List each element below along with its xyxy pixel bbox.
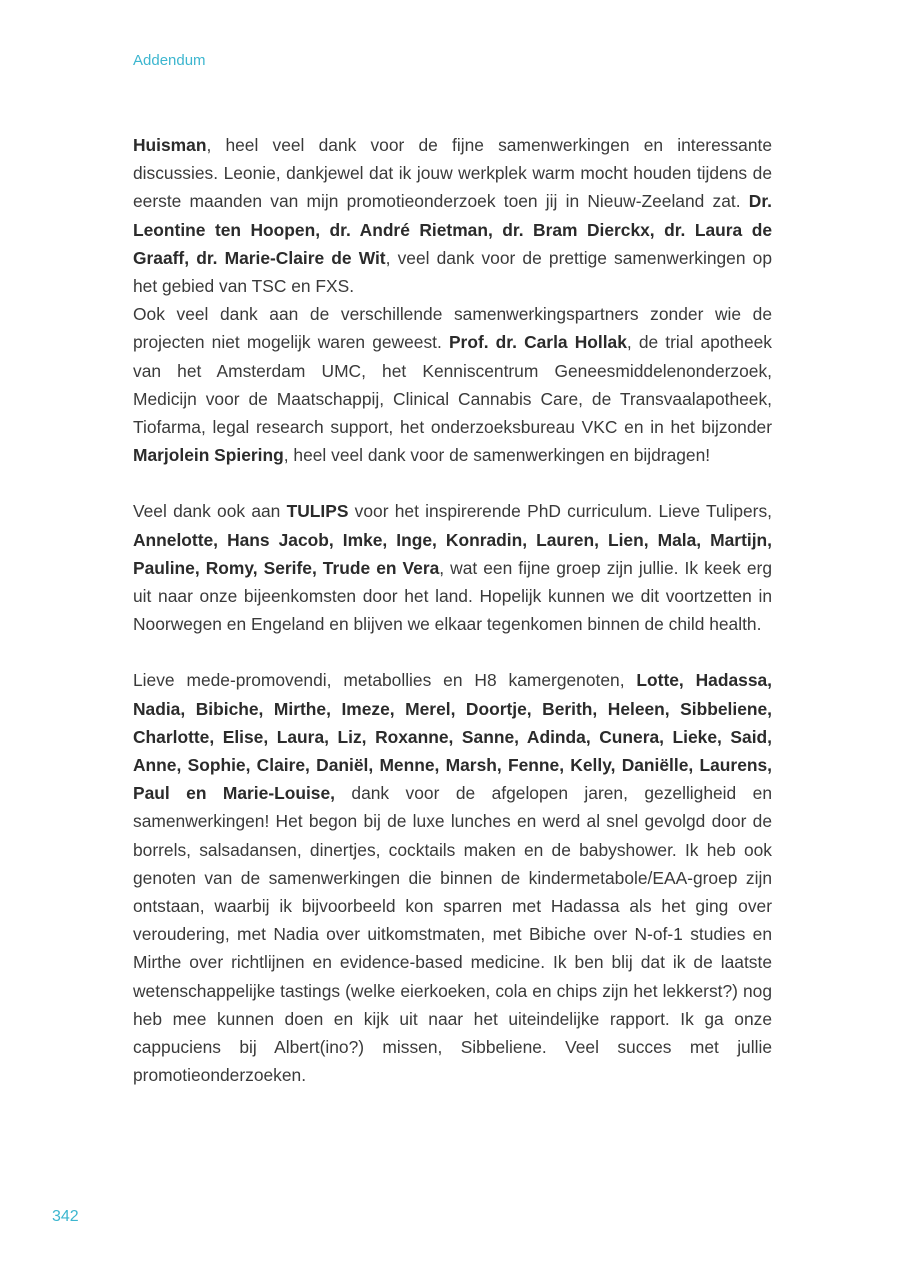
page-number: 342 (52, 1208, 79, 1225)
section-header: Addendum (133, 52, 206, 69)
paragraph (133, 300, 772, 469)
text-run: Ook veel dank aan de verschillende samenwerkingspartners zonder wie de projecten niet mogelijk waren geweest. (133, 304, 772, 353)
text-run: voor het inspirerende PhD curriculum. Lieve Tulipers, (348, 501, 772, 522)
bold-run: Prof. dr. Carla Hollak (448, 332, 627, 353)
paragraph (133, 666, 772, 1089)
text-run: Veel dank ook aan (133, 501, 287, 522)
bold-run: TULIPS (286, 501, 349, 522)
text-run: , wat een fijne groep zijn jullie. Ik keek erg uit naar onze bijeenkomsten door het land. Hopelijk kunnen we dit voortzetten in Noorwegen en Engeland en blijven we elkaar tegenkomen binnen de child health. (133, 557, 772, 635)
paragraph (133, 131, 772, 300)
bold-run: Lotte, Hadassa, Nadia, Bibiche, Mirthe, Imeze, Merel, Doortje, Berith, Heleen, Sibbeliene, Charlotte, Elise, Laura, Liz, Roxanne, Sanne, Adinda, Cunera, Lieke, Said, Anne, Sophie, Claire, Daniël, Menne, Marsh, Fenne, Kelly, Daniëlle, Laurens, Paul en Marie-Louise, (133, 670, 772, 804)
paragraph (133, 497, 772, 638)
body-text (133, 131, 772, 1090)
bold-run: Marjolein Spiering (133, 445, 284, 466)
bold-run: Huisman (133, 135, 207, 155)
bold-run: Dr. Leontine ten Hoopen, dr. André Rietman, dr. Bram Dierckx, dr. Laura de Graaff, dr. Marie-Claire de Wit (133, 191, 772, 268)
text-run: , de trial apotheek van het Amsterdam UMC, het Kenniscentrum Geneesmiddelenonderzoek, Medicijn voor de Maatschappij, Clinical Cannabis Care, de Transvaalapotheek, Tiofarma, legal research support, het onderzoeksbureau VKC en in het bijzonder (133, 332, 773, 438)
text-run: , veel dank voor de prettige samenwerkingen op het gebied van TSC en FXS. (133, 247, 773, 297)
text-run: dank voor de afgelopen jaren, gezelligheid en samenwerkingen! Het begon bij de luxe lunches en werd al snel gevolgd door de borrels, salsadansen, dinertjes, cocktails maken en de babyshower. Ik heb ook genoten van de samenwerkingen die binnen de kindermetabole/EAA-groep zijn ontstaan, waarbij ik bijvoorbeeld kon sparren met Hadassa als het ging over veroudering, met Nadia over uitkomstmaten, met Bibiche over N-of-1 studies en Mirthe over richtlijnen en evidence-based medicine. Ik ben blij dat ik de laatste wetenschappelijke tastings (welke eierkoeken, cola en chips zijn het lekkerst?) nog heb mee kunnen doen en kijk uit naar het uiteindelijke rapport. Ik ga onze cappuciens bij Albert(ino?) missen, Sibbeliene. Veel succes met jullie promotieonderzoeken. (133, 783, 772, 1086)
bold-run: Annelotte, Hans Jacob, Imke, Inge, Konradin, Lauren, Lien, Mala, Martijn, Pauline, Romy, Serife, Trude en Vera (133, 529, 772, 578)
text-run: Lieve mede-promovendi, metabollies en H8 kamergenoten, (133, 670, 637, 691)
text-run: , heel veel dank voor de fijne samenwerkingen en interessante discussies. Leonie, dankjewel dat ik jouw werkplek warm mocht houden tijdens de eerste maanden van mijn promotieonderzoek toen jij in Nieuw-Zeeland zat. (133, 135, 772, 212)
text-run: , heel veel dank voor de samenwerkingen en bijdragen! (283, 445, 711, 466)
